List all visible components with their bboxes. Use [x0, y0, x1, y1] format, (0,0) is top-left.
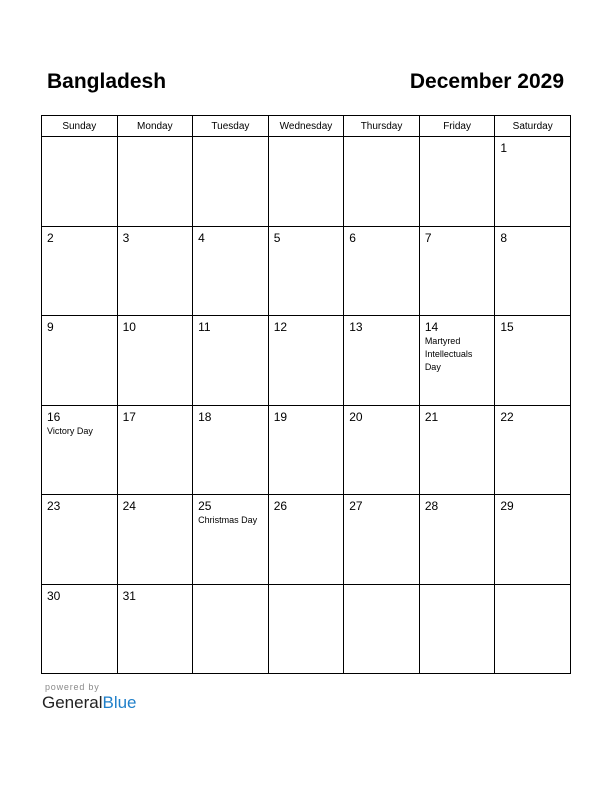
holiday-label: Christmas Day — [198, 515, 258, 525]
day-cell — [495, 405, 571, 495]
day-cell — [344, 495, 420, 585]
day-number: 3 — [122, 230, 130, 245]
day-cell — [117, 137, 193, 227]
day-cell — [193, 137, 269, 227]
week-row — [42, 137, 571, 227]
day-cell — [193, 405, 269, 495]
day-cell — [42, 226, 118, 316]
generalblue-logo — [42, 693, 137, 713]
day-number: 4 — [198, 230, 205, 245]
day-cell — [193, 584, 269, 674]
day-number: 10 — [122, 320, 136, 334]
day-number: 25 — [198, 499, 212, 513]
weekday-wednesday: Wednesday — [268, 116, 344, 137]
day-cell — [193, 316, 269, 406]
week-row — [42, 316, 571, 406]
weekday-saturday: Saturday — [495, 116, 571, 137]
day-cell — [344, 137, 420, 227]
month-title: December 2029 — [409, 70, 564, 93]
day-cell — [193, 226, 269, 316]
day-number: 13 — [349, 320, 363, 334]
day-number: 14 — [424, 320, 439, 334]
brand-general: General — [42, 693, 103, 712]
day-cell — [268, 137, 344, 227]
day-number: 6 — [349, 230, 356, 245]
week-row — [42, 495, 571, 585]
day-cell — [42, 316, 118, 406]
day-number: 18 — [198, 409, 212, 424]
brand-blue: Blue — [102, 693, 137, 712]
day-cell — [419, 137, 495, 227]
weekday-thursday: Thursday — [344, 116, 420, 137]
day-cell — [117, 495, 193, 585]
day-number: 1 — [500, 141, 508, 155]
day-number: 5 — [273, 230, 281, 245]
day-cell — [42, 405, 118, 495]
day-number: 15 — [500, 320, 514, 334]
day-number: 29 — [500, 499, 514, 513]
day-number: 17 — [122, 409, 136, 424]
day-number: 19 — [273, 409, 288, 424]
day-cell — [268, 584, 344, 674]
day-number: 28 — [424, 499, 439, 513]
day-cell — [42, 495, 118, 585]
day-number: 8 — [500, 230, 508, 245]
country-title: Bangladesh — [47, 70, 167, 93]
day-cell — [495, 316, 571, 406]
day-cell — [268, 226, 344, 316]
day-number: 31 — [122, 588, 136, 603]
day-number: 9 — [47, 320, 54, 334]
day-cell — [344, 405, 420, 495]
holiday-label: Victory Day — [47, 425, 93, 436]
day-number: 11 — [198, 320, 211, 334]
day-cell — [495, 137, 571, 227]
day-cell — [419, 405, 495, 495]
day-number: 23 — [47, 499, 61, 513]
day-number: 12 — [273, 320, 288, 334]
weekday-sunday: Sunday — [42, 116, 118, 137]
day-number: 16 — [47, 409, 61, 424]
day-cell — [419, 316, 495, 406]
weekday-tuesday: Tuesday — [193, 116, 269, 137]
day-cell — [42, 137, 118, 227]
day-number: 7 — [424, 230, 432, 245]
day-number: 26 — [273, 499, 288, 513]
calendar-grid — [41, 115, 571, 674]
day-cell — [419, 226, 495, 316]
day-cell — [419, 495, 495, 585]
day-cell — [344, 316, 420, 406]
day-cell — [495, 584, 571, 674]
day-cell — [42, 584, 118, 674]
week-row — [42, 405, 571, 495]
day-cell — [117, 584, 193, 674]
day-cell — [344, 584, 420, 674]
day-number: 30 — [47, 588, 61, 603]
day-number: 21 — [424, 409, 439, 424]
week-row — [42, 226, 571, 316]
weekday-friday: Friday — [419, 116, 495, 137]
holiday-label: Martyred Intellectuals Day — [424, 336, 473, 372]
day-cell — [344, 226, 420, 316]
day-cell — [268, 495, 344, 585]
day-number: 22 — [500, 409, 514, 424]
day-cell — [268, 405, 344, 495]
day-number: 20 — [349, 409, 363, 424]
powered-by-text: powered by — [45, 682, 100, 692]
day-number: 27 — [349, 499, 363, 513]
week-row — [42, 584, 571, 674]
weekday-monday: Monday — [117, 116, 193, 137]
weekday-header-row — [42, 116, 571, 137]
day-number: 2 — [47, 230, 54, 245]
day-cell — [419, 584, 495, 674]
day-cell — [117, 405, 193, 495]
day-cell — [495, 495, 571, 585]
day-cell — [117, 316, 193, 406]
day-number: 24 — [122, 499, 136, 513]
day-cell — [117, 226, 193, 316]
day-cell — [268, 316, 344, 406]
day-cell — [193, 495, 269, 585]
day-cell — [495, 226, 571, 316]
